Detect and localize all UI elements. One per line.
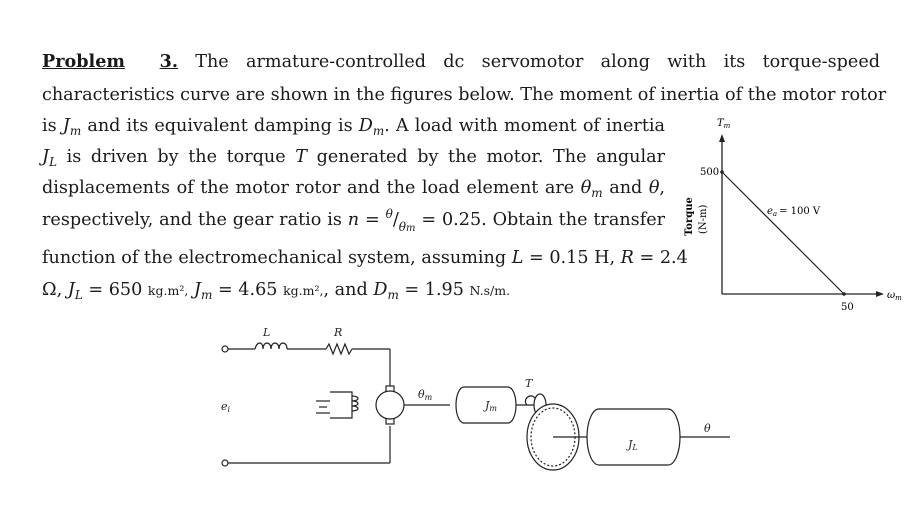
- symbol-Dm: D: [358, 116, 373, 136]
- problem-heading-label: Problem: [42, 51, 126, 72]
- symbol-Dm: D: [373, 280, 388, 300]
- field-coil: [352, 396, 358, 411]
- label-JL: JL: [628, 438, 638, 452]
- problem-text: respectively, and the gear ratio is: [42, 210, 342, 230]
- value-L: = 0.15 H,: [529, 248, 616, 268]
- label-Jm: Jm: [485, 399, 498, 413]
- line-label: $e_a = 100$ V: [767, 206, 821, 218]
- resistor: [326, 344, 352, 354]
- value-R: = 2.4: [639, 248, 688, 268]
- x-tick-label: 50: [841, 302, 854, 313]
- value-JL: = 650: [88, 280, 143, 300]
- y-tick-label: 500: [700, 167, 720, 178]
- symbol-L: L: [511, 248, 524, 268]
- y-axis-label-1: Torque: [684, 197, 695, 236]
- input-terminal-top: [222, 346, 228, 352]
- problem-text: and its equivalent damping is: [87, 116, 353, 136]
- problem-text: . A load with moment of inertia: [384, 116, 666, 136]
- problem-text: and: [609, 178, 643, 198]
- unit-kgm2: kg.m²,: [147, 283, 189, 298]
- problem-text: Ω,: [42, 280, 63, 300]
- problem-text: = 0.25. Obtain the transfer: [421, 210, 666, 230]
- y-axis-label-2: (N-m): [698, 204, 709, 234]
- problem-heading-number: 3.: [159, 51, 178, 72]
- subscript: m: [69, 124, 82, 138]
- subscript: m: [387, 288, 399, 302]
- problem-line-5: displacements of the motor rotor and the load element are $\theta_m$ and θ,: [42, 178, 665, 200]
- equals: =: [364, 210, 380, 230]
- label-L: L: [263, 326, 271, 339]
- unit-Nsm: N.s/m.: [469, 283, 511, 298]
- value-Jm: = 4.65: [217, 280, 278, 300]
- problem-text: The armature-controlled dc servomotor along with its torque-speed: [195, 52, 880, 72]
- label-T: T: [525, 377, 533, 390]
- symbol-Jm: J: [62, 116, 70, 136]
- x-axis-symbol: $\omega_m$: [887, 290, 902, 302]
- value-Dm: = 1.95: [404, 280, 464, 300]
- subscript: L: [74, 288, 83, 302]
- symbol-n: n: [347, 210, 360, 230]
- symbol-T: T: [295, 147, 308, 167]
- y-axis-symbol: $T_m$: [717, 118, 731, 130]
- problem-text: displacements of the motor rotor and the load element are: [42, 178, 575, 198]
- problem-text: function of the electromechanical system, assuming: [42, 248, 507, 268]
- unit-kgm2: kg.m²,: [283, 283, 324, 298]
- label-theta: θ: [704, 422, 711, 435]
- problem-text: , and: [323, 280, 368, 300]
- field-winding-frame: [330, 392, 352, 418]
- subscript: m: [372, 124, 385, 138]
- fraction-numerator: θ: [385, 207, 393, 221]
- symbol-JL: J: [67, 280, 75, 300]
- label-ei: ei: [221, 400, 231, 414]
- symbol-R: R: [620, 248, 634, 268]
- load-inertia-body: [599, 409, 680, 465]
- problem-text: is: [42, 116, 57, 136]
- symbol-JL: J: [42, 147, 50, 167]
- label-R: R: [334, 326, 343, 339]
- fraction-denominator: θ: [398, 220, 407, 234]
- inductor-coil: [255, 343, 287, 349]
- symbol-theta: θ: [648, 178, 660, 198]
- symbol-Jm: J: [193, 280, 201, 300]
- problem-text: generated by the motor. The angular: [316, 147, 666, 167]
- input-terminal-bottom: [222, 460, 228, 466]
- label-theta-m: θm: [418, 388, 433, 402]
- subscript: L: [49, 155, 58, 169]
- subscript: m: [200, 288, 213, 302]
- problem-text: is driven by the torque: [66, 147, 286, 167]
- armature: [376, 391, 404, 419]
- symbol-theta-m: θ: [580, 178, 592, 198]
- problem-text: characteristics curve are shown in the figures below. The moment of inertia of the motor rotor: [42, 85, 887, 105]
- fraction-slash: /: [392, 210, 399, 230]
- subscript: m: [591, 186, 603, 200]
- subscript: m: [406, 223, 416, 234]
